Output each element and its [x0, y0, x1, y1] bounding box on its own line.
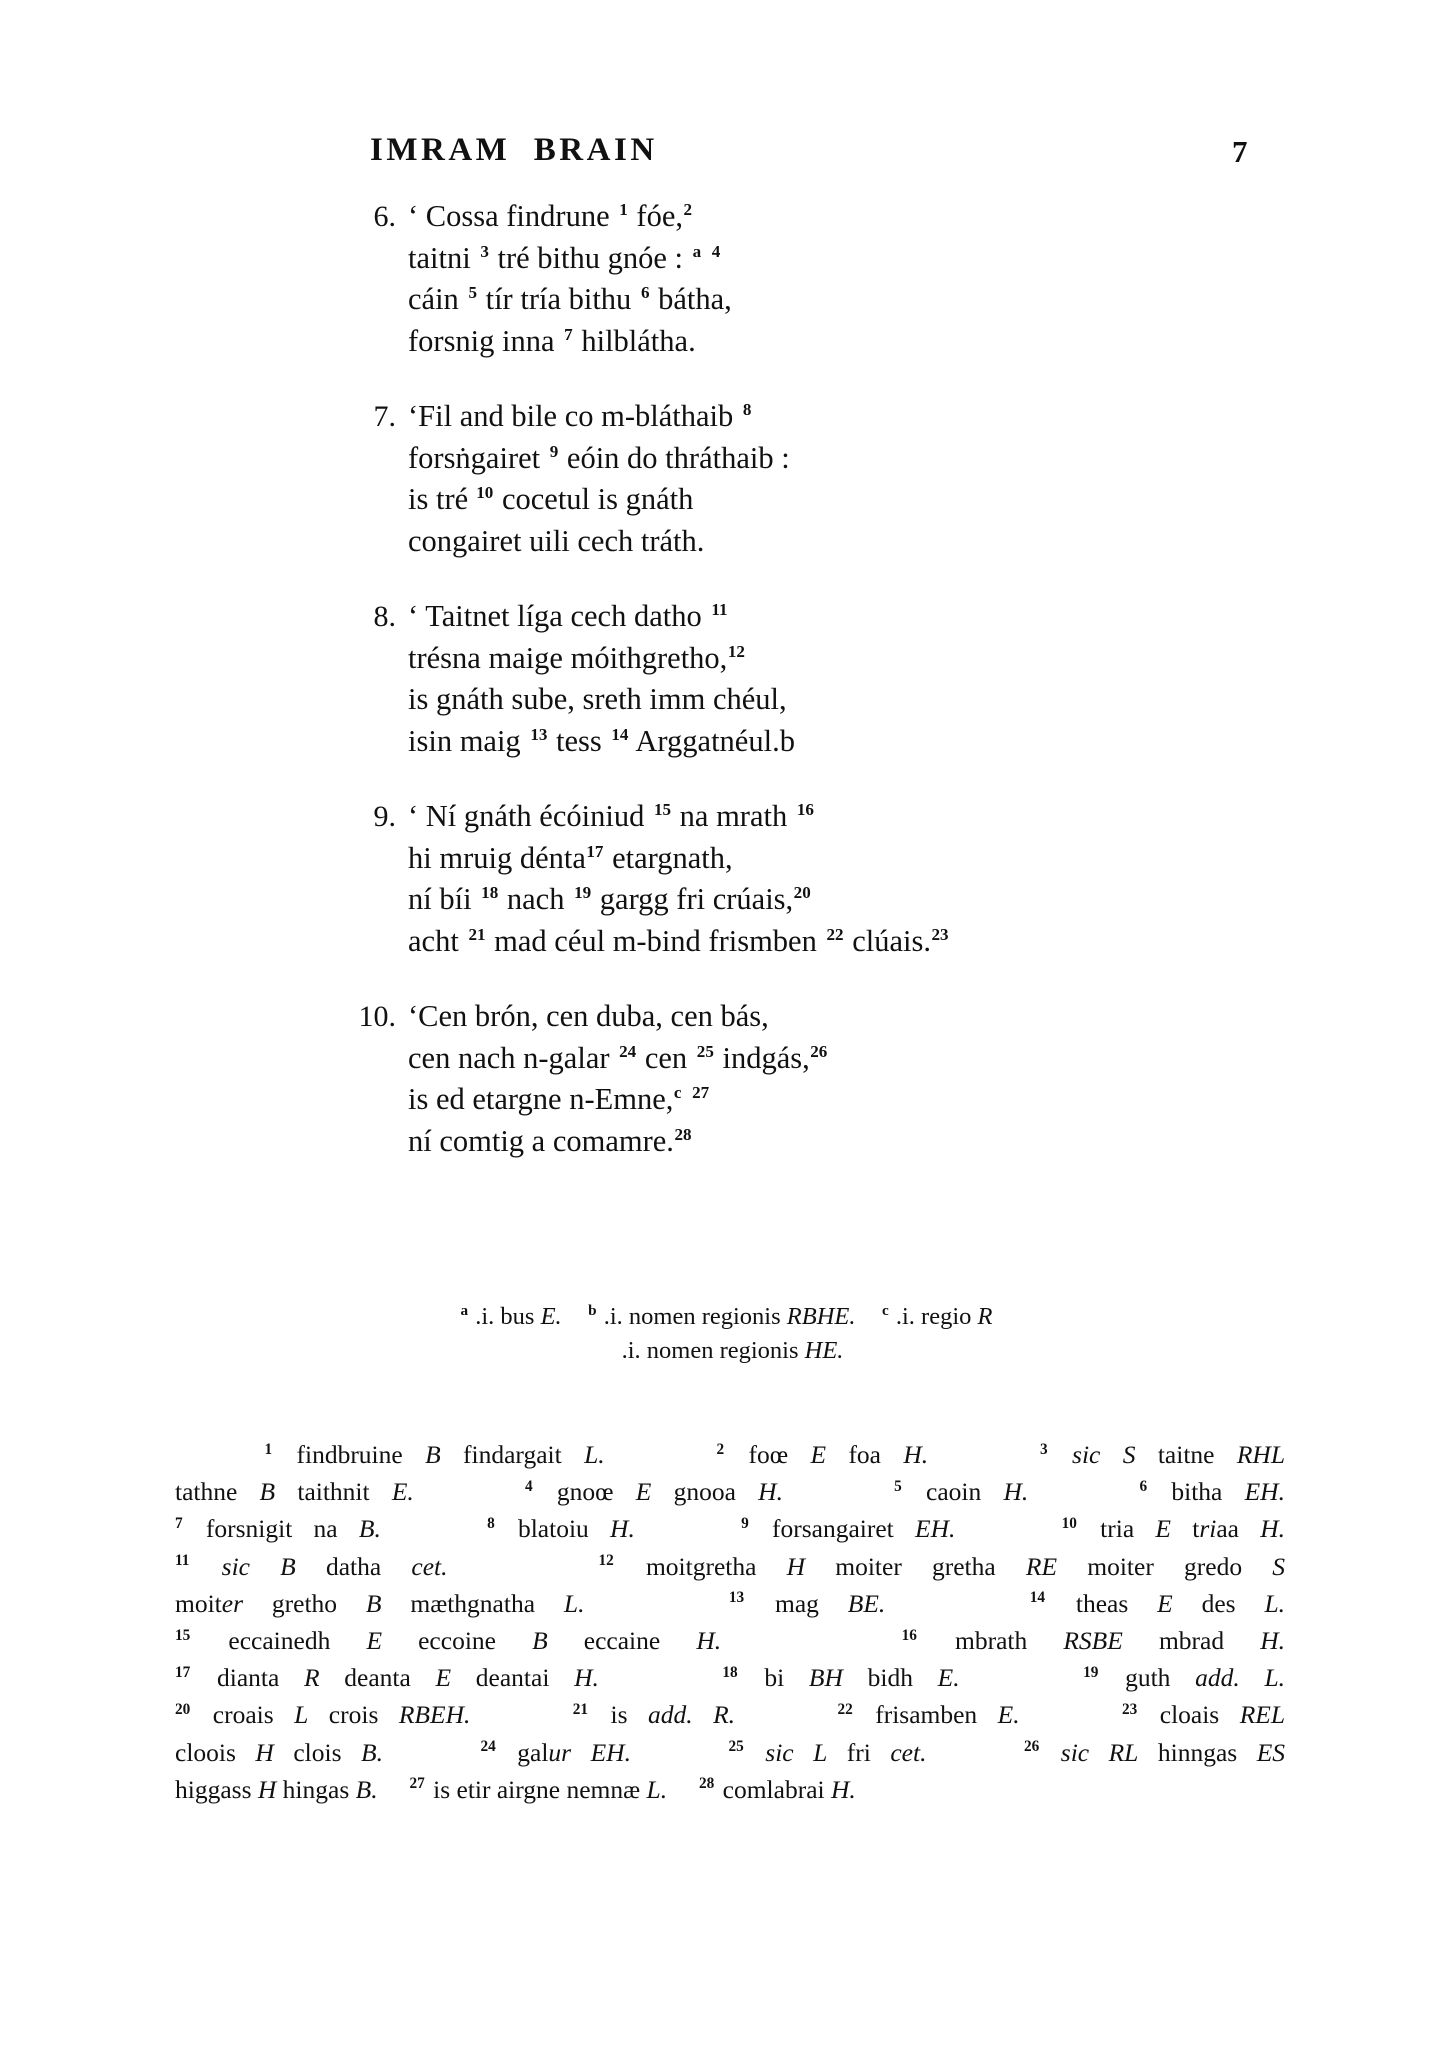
- footnote-ref: 4: [711, 241, 721, 261]
- footnote-marker: 14: [1029, 1589, 1045, 1607]
- footnote-marker: 19: [1083, 1663, 1099, 1681]
- footnote-line: $^{17}$ dianta R deanta E deantai H. $^{18}$ bi BH bidh E. $^{19}$ guth add. L.: [175, 1663, 1286, 1693]
- stanza-number: 10.: [358, 1000, 396, 1033]
- footnote-marker: 16: [901, 1626, 917, 1644]
- footnote-ref: 2: [683, 200, 693, 220]
- footnote-ref: 19: [574, 883, 592, 903]
- stanza-line: cen nach n-galar $^{24}$ cen $^{25}$ indgás,$^{26}$: [408, 1040, 828, 1075]
- stanza-line: taitni $^3$ tré bithu gnóe : $^a$ $^4$: [408, 240, 721, 275]
- footnote-ref: 12: [727, 641, 745, 661]
- footnote-marker: 4: [524, 1477, 533, 1495]
- footnote-marker-a: a: [460, 1301, 469, 1319]
- footnote-marker: 20: [175, 1700, 191, 1718]
- footnote-ref: 16: [796, 800, 814, 820]
- footnote-ref: 1: [619, 200, 628, 220]
- footnote-ref-letter: a: [692, 241, 702, 261]
- stanza-line: isin maig $^{13}$ tess $^{14}$ Arggatnéul.b: [408, 723, 795, 758]
- lettered-footnote-line: .i. nomen regionis HE.: [621, 1337, 844, 1364]
- footnote-ref: 25: [696, 1041, 714, 1061]
- stanza-line: trésna maige móithgretho,$^{12}$: [408, 640, 745, 675]
- footnote-line: $^1$ findbruine B findargait L. $^2$ foœ E foa H. $^3$ sic S taitne RHL: [264, 1440, 1286, 1469]
- footnote-ref: 26: [810, 1041, 828, 1061]
- footnote-ref: 24: [619, 1041, 637, 1061]
- footnote-marker: 17: [175, 1663, 191, 1681]
- footnote-marker: 25: [728, 1738, 744, 1756]
- footnote-marker: 9: [741, 1514, 749, 1532]
- stanza-9: [0, 796, 1445, 962]
- footnote-marker: 22: [837, 1700, 853, 1718]
- stanza-8: [0, 596, 1445, 762]
- footnote-marker: 1: [264, 1440, 273, 1458]
- footnote-ref: 22: [826, 924, 844, 944]
- stanza-line: forsṅgairet $^9$ eóin do thráthaib :: [408, 440, 790, 475]
- stanza-line: congairet uili cech tráth.: [408, 523, 705, 558]
- footnote-ref: 18: [481, 883, 499, 903]
- footnote-marker-c: c: [882, 1301, 889, 1319]
- stanza-line: cáin $^5$ tír tría bithu $^6$ bátha,: [408, 282, 732, 316]
- footnote-line: tathne B taithnit E. $^4$ gnoœ E gnooa H. $^5$ caoin H. $^6$ bitha EH.: [175, 1477, 1285, 1507]
- footnote-marker: 15: [175, 1626, 191, 1644]
- running-head-title: IMRAM BRAIN: [370, 132, 658, 168]
- footnote-line: $^7$ forsnigit na B. $^8$ blatoiu H. $^9$ forsangairet EH. $^{10}$ tria E triaa H.: [175, 1514, 1286, 1544]
- stanza-line: ní bíi $^{18}$ nach $^{19}$ gargg fri crúais,$^{20}$: [408, 882, 811, 916]
- stanza-line: [0, 396, 1445, 438]
- footnote-marker: 2: [716, 1440, 725, 1458]
- footnote-ref: 15: [653, 800, 672, 820]
- footnote-line: moiter gretho B mæthgnatha L. $^{13}$ mag BE. $^{14}$ theas E des L.: [175, 1588, 1286, 1618]
- footnote-marker: 26: [1023, 1738, 1040, 1756]
- footnote-ref: 3: [480, 241, 489, 261]
- footnote-ref: 28: [674, 1124, 692, 1144]
- stanza-number: 9.: [373, 800, 396, 833]
- page-number: 7: [1232, 134, 1248, 169]
- footnote-ref: 9: [549, 441, 559, 461]
- footnote-ref-letter: c: [673, 1083, 682, 1103]
- footnote-marker: 8: [487, 1514, 495, 1532]
- footnote-ref: 23: [931, 924, 949, 944]
- footnote-marker-b: b: [588, 1301, 597, 1319]
- stanza-line: acht $^{21}$ mad céul m-bind frismben $^{22}$ clúais.$^{23}$: [408, 923, 949, 958]
- footnote-marker: 3: [1040, 1440, 1048, 1458]
- footnote-marker: 6: [1139, 1477, 1148, 1495]
- footnote-ref: 20: [793, 883, 811, 903]
- stanza-number: 7.: [373, 400, 396, 433]
- footnote-line: higgass H hingas B. $^{27}$ is etir airgne nemnæ L. $^{28}$ comlabrai H.: [175, 1774, 856, 1804]
- lettered-footnote-line: $^a$ .i. bus E. $^b$ .i. nomen regionis RBHE. $^c$ .i. regio R: [460, 1301, 993, 1330]
- footnote-ref: 10: [476, 483, 494, 503]
- footnote-ref: 13: [530, 724, 548, 744]
- footnote-ref: 7: [564, 324, 573, 344]
- stanza-line: [0, 796, 1445, 838]
- footnote-ref: 14: [611, 724, 629, 744]
- footnote-marker: 12: [598, 1552, 614, 1570]
- footnote-marker: 18: [722, 1663, 738, 1681]
- footnote-line: $^{11}$ sic B datha cet. $^{12}$ moitgretha H moiter gretha RE moiter gredo S: [175, 1551, 1286, 1581]
- footnote-ref: 5: [468, 283, 477, 303]
- stanza-line-text: ‘ Taitnet líga cech datho $^{11}$: [408, 599, 728, 633]
- footnote-marker: 13: [728, 1589, 745, 1607]
- footnote-marker: 5: [894, 1477, 902, 1495]
- footnote-line: $^{20}$ croais L crois RBEH. $^{21}$ is add. R. $^{22}$ frisamben E. $^{23}$ cloais REL: [175, 1700, 1286, 1730]
- footnote-marker: 11: [175, 1552, 190, 1570]
- stanza-number: 6.: [373, 200, 396, 233]
- stanza-line: is gnáth sube, sreth imm chéul,: [408, 682, 787, 716]
- footnote-line: cloois H clois B. $^{24}$ galur EH. $^{25}$ sic L fri cet. $^{26}$ sic RL hinngas ES: [175, 1737, 1286, 1767]
- stanza-number: 8.: [373, 600, 396, 633]
- stanza-line: ní comtig a comamre.$^{28}$: [408, 1123, 692, 1158]
- stanza-6: [0, 196, 1445, 362]
- footnote-ref: 11: [711, 600, 728, 620]
- footnote-ref: 8: [742, 400, 752, 420]
- footnote-ref: 17: [586, 841, 604, 861]
- lettered-footnotes: [0, 1300, 1445, 1368]
- footnote-ref: 6: [640, 283, 650, 303]
- stanza-line: forsnig inna $^7$ hilblátha.: [408, 323, 696, 358]
- stanza-line: [0, 196, 1445, 238]
- stanza-10: [0, 996, 1445, 1162]
- footnote-marker: 7: [175, 1514, 183, 1532]
- stanza-line: [0, 996, 1445, 1038]
- footnote-ref: 27: [692, 1083, 710, 1103]
- footnote-line: $^{15}$ eccainedh E eccoine B eccaine H. $^{16}$ mbrath RSBE mbrad H.: [175, 1626, 1285, 1656]
- stanza-line: [0, 596, 1445, 638]
- page-header: [0, 132, 1445, 178]
- stanza-7: [0, 396, 1445, 562]
- footnote-marker: 27: [409, 1775, 425, 1793]
- footnote-marker: 23: [1121, 1700, 1138, 1718]
- stanza-line: hi mruig dénta$^{17}$ etargnath,: [408, 840, 733, 875]
- footnote-marker: 28: [698, 1775, 715, 1793]
- stanza-line-text: ‘ Ní gnáth écóiniud $^{15}$ na mrath $^{16}$: [408, 799, 814, 833]
- numbered-footnotes: [175, 1436, 1285, 1808]
- stanza-line-text: ‘Fil and bile co m-bláthaib $^8$: [408, 399, 752, 433]
- stanza-line-text: ‘Cen brón, cen duba, cen bás,: [408, 999, 769, 1033]
- footnote-marker: 24: [480, 1738, 496, 1756]
- verse-body: [0, 196, 1445, 1196]
- stanza-line: is tré $^{10}$ cocetul is gnáth: [408, 482, 694, 516]
- footnote-marker: 10: [1061, 1514, 1077, 1532]
- footnote-ref: 21: [468, 924, 486, 944]
- stanza-line-text: ‘ Cossa findrune $^1$ fóe,$^2$: [408, 199, 693, 233]
- footnote-marker: 21: [572, 1700, 589, 1718]
- stanza-line: is ed etargne n-Emne,$^c$ $^{27}$: [408, 1082, 710, 1116]
